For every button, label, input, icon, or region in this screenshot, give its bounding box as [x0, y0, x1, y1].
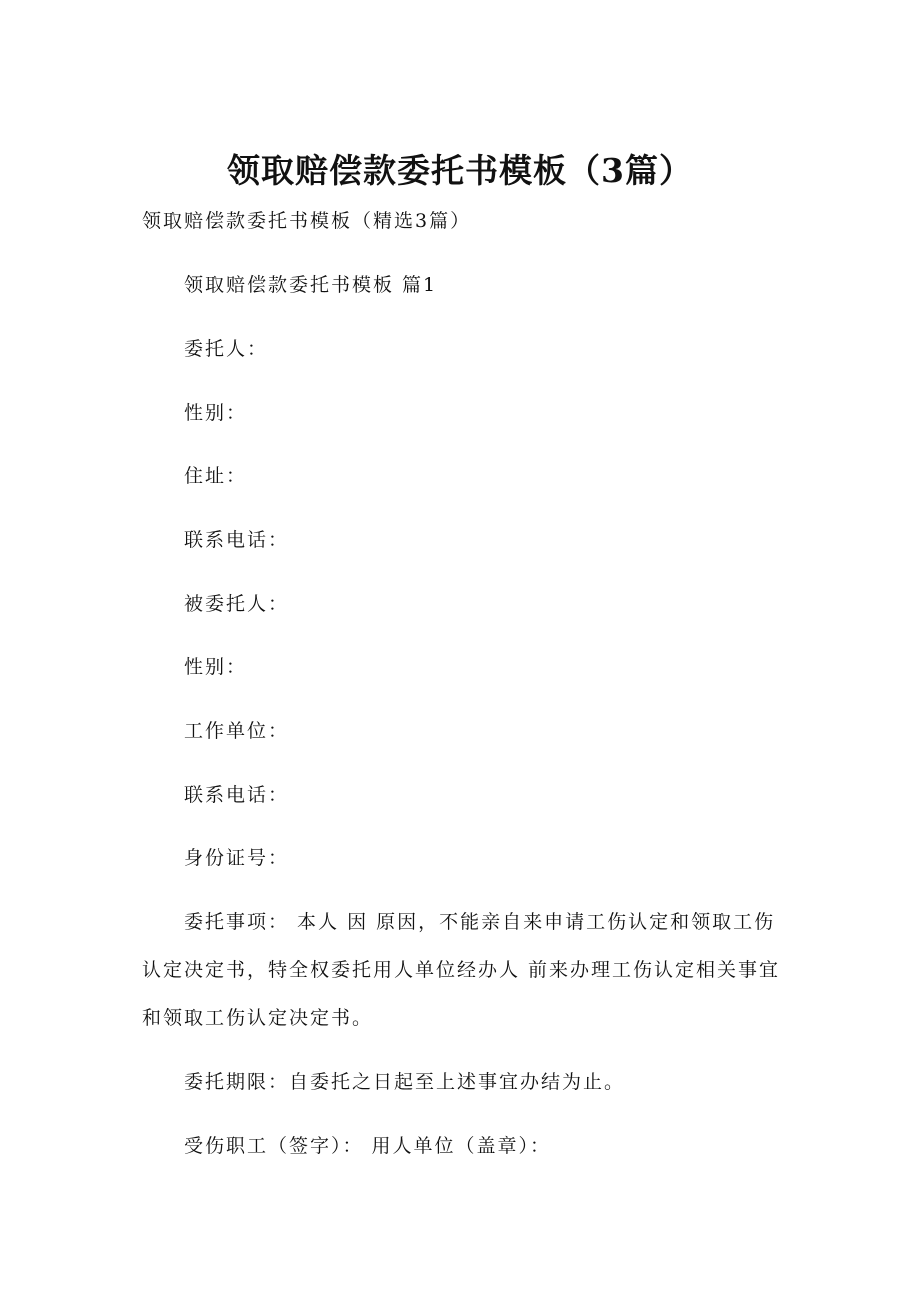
entrusted-matters-paragraph: 委托事项： 本人 因 原因，不能亲自来申请工伤认定和领取工伤认定决定书，特全权委托用人单位经办人 前来办理工伤认定相关事宜和领取工伤认定决定书。: [142, 911, 781, 1029]
principal-phone-field: 联系电话：: [184, 529, 290, 551]
section-heading: 领取赔偿款委托书模板 篇1: [184, 274, 438, 296]
agent-field: 被委托人：: [184, 593, 290, 615]
agent-gender-field: 性别：: [184, 656, 248, 678]
signature-line: 受伤职工（签字）： 用人单位（盖章）：: [184, 1135, 552, 1157]
entrustment-period-paragraph: 委托期限：自委托之日起至上述事宜办结为止。: [184, 1071, 626, 1093]
principal-gender-field: 性别：: [184, 402, 248, 424]
agent-phone-field: 联系电话：: [184, 784, 290, 806]
agent-work-unit-field: 工作单位：: [184, 720, 290, 742]
principal-field: 委托人：: [184, 338, 269, 360]
document-subtitle: 领取赔偿款委托书模板（精选3篇）: [142, 210, 472, 232]
agent-id-number-field: 身份证号：: [184, 847, 290, 869]
principal-address-field: 住址：: [184, 465, 248, 487]
document-title: 领取赔偿款委托书模板（3篇）: [227, 151, 693, 190]
